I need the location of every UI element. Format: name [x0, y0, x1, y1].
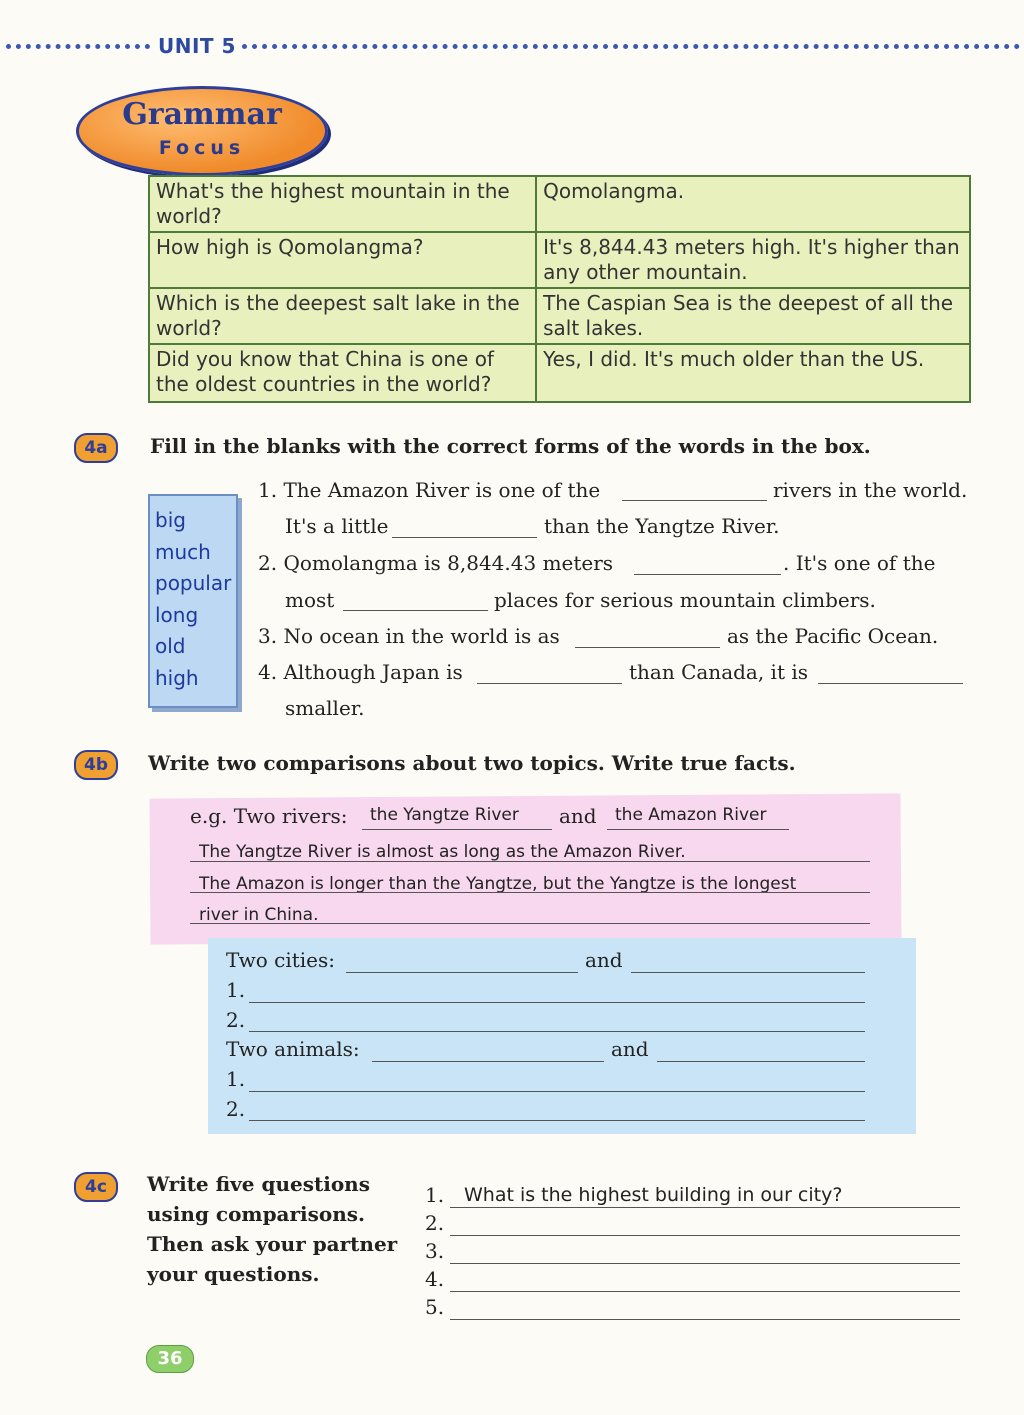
- example-topic1: the Yangtze River: [370, 805, 519, 825]
- blank-line[interactable]: [343, 610, 488, 611]
- question-cell: What's the highest mountain in the world?: [149, 176, 536, 232]
- example-topic2: the Amazon River: [615, 805, 767, 825]
- answer-line: [190, 923, 870, 924]
- animals-label: Two animals:: [226, 1037, 360, 1061]
- exercise-badge-4a: 4a: [74, 433, 118, 463]
- cities-label: Two cities:: [226, 948, 336, 972]
- word-item: long: [155, 602, 199, 627]
- instruction-4c-line: Write five questions: [147, 1172, 370, 1196]
- sentence-text: as the Pacific Ocean.: [727, 624, 939, 648]
- grammar-focus-subtitle: Focus: [158, 137, 246, 159]
- blank-line[interactable]: [392, 537, 537, 538]
- blank-line[interactable]: [249, 1031, 865, 1032]
- example-sentence-1: The Yangtze River is almost as long as the Amazon River.: [199, 842, 686, 862]
- word-item: much: [155, 539, 211, 564]
- question-number: 2.: [425, 1211, 445, 1235]
- question-cell: Did you know that China is one of the oldest countries in the world?: [149, 344, 536, 402]
- unit-title: UNIT 5: [158, 34, 236, 58]
- table-row: [149, 288, 970, 344]
- sentence-text: rivers in the world.: [773, 478, 968, 502]
- and-label: and: [585, 948, 623, 972]
- answer-line: [190, 861, 870, 862]
- question-number: 4.: [425, 1267, 445, 1291]
- exercise-badge-4c: 4c: [74, 1172, 118, 1202]
- blank-line[interactable]: [249, 1120, 865, 1121]
- example-sentence-3: river in China.: [199, 905, 319, 925]
- question-cell: Which is the deepest salt lake in the world?: [149, 288, 536, 344]
- blank-line[interactable]: [634, 574, 781, 575]
- answer-line: [190, 892, 870, 893]
- sentence-text: . It's one of the: [783, 551, 936, 575]
- sentence-text: most: [285, 588, 335, 612]
- answer-line: [607, 829, 789, 830]
- example-sentence-2: The Amazon is longer than the Yangtze, but the Yangtze is the longest: [199, 874, 797, 894]
- table-row: [149, 344, 970, 402]
- answer-line: [362, 829, 552, 830]
- answer-cell: The Caspian Sea is the deepest of all the salt lakes.: [536, 288, 970, 344]
- instruction-4c-line: Then ask your partner: [147, 1232, 398, 1256]
- instruction-4a: Fill in the blanks with the correct forms of the words in the box.: [150, 434, 871, 458]
- word-box: [148, 494, 238, 708]
- item-number: 1.: [226, 978, 246, 1002]
- example-label: e.g. Two rivers:: [190, 804, 348, 828]
- table-row: [149, 176, 970, 232]
- page-number: 36: [146, 1345, 194, 1373]
- grammar-focus-title: Grammar: [122, 97, 282, 132]
- blank-line[interactable]: [450, 1263, 960, 1264]
- and-label: and: [611, 1037, 649, 1061]
- sentence-text: 2. Qomolangma is 8,844.43 meters: [258, 551, 614, 575]
- blank-line[interactable]: [631, 972, 865, 973]
- question-number: 5.: [425, 1295, 445, 1319]
- example-question: What is the highest building in our city?: [464, 1184, 843, 1206]
- blank-line[interactable]: [346, 972, 578, 973]
- blank-line[interactable]: [249, 1002, 865, 1003]
- sentence-text: than Canada, it is: [629, 660, 809, 684]
- item-number: 1.: [226, 1067, 246, 1091]
- blank-line[interactable]: [575, 647, 720, 648]
- question-cell: How high is Qomolangma?: [149, 232, 536, 288]
- sentence-text: places for serious mountain climbers.: [494, 588, 876, 612]
- instruction-4b: Write two comparisons about two topics. Write true facts.: [148, 751, 796, 775]
- question-number: 1.: [425, 1183, 445, 1207]
- blank-line[interactable]: [249, 1091, 865, 1092]
- blank-line[interactable]: [450, 1291, 960, 1292]
- answer-cell: Qomolangma.: [536, 176, 970, 232]
- sentence-text: than the Yangtze River.: [544, 514, 780, 538]
- answer-cell: It's 8,844.43 meters high. It's higher than any other mountain.: [536, 232, 970, 288]
- header-dots-right: [242, 44, 1020, 59]
- exercise-badge-4b: 4b: [74, 750, 118, 780]
- instruction-4c-line: your questions.: [147, 1262, 320, 1286]
- word-item: big: [155, 508, 186, 532]
- blank-line[interactable]: [450, 1235, 960, 1236]
- question-number: 3.: [425, 1239, 445, 1263]
- answer-cell: Yes, I did. It's much older than the US.: [536, 344, 970, 402]
- item-number: 2.: [226, 1097, 246, 1121]
- header-dots-left: [6, 44, 150, 59]
- word-item: popular: [155, 571, 232, 595]
- grammar-focus-logo: [76, 86, 328, 176]
- item-number: 2.: [226, 1008, 246, 1032]
- blank-line[interactable]: [450, 1319, 960, 1320]
- sentence-text: 1. The Amazon River is one of the: [258, 478, 601, 502]
- blank-line[interactable]: [657, 1061, 865, 1062]
- sentence-text: 4. Although Japan is: [258, 660, 463, 684]
- table-row: [149, 232, 970, 288]
- grammar-focus-table: [148, 175, 971, 403]
- and-label: and: [559, 804, 597, 828]
- word-item: high: [155, 665, 199, 690]
- instruction-4c-line: using comparisons.: [147, 1202, 366, 1226]
- blank-line[interactable]: [622, 500, 767, 501]
- word-item: old: [155, 634, 186, 658]
- sentence-text: 3. No ocean in the world is as: [258, 624, 560, 648]
- sentence-text: smaller.: [285, 696, 365, 720]
- blank-line[interactable]: [372, 1061, 604, 1062]
- blank-line[interactable]: [477, 683, 622, 684]
- answer-line: [450, 1207, 960, 1208]
- blank-line[interactable]: [818, 683, 963, 684]
- sentence-text: It's a little: [285, 514, 389, 538]
